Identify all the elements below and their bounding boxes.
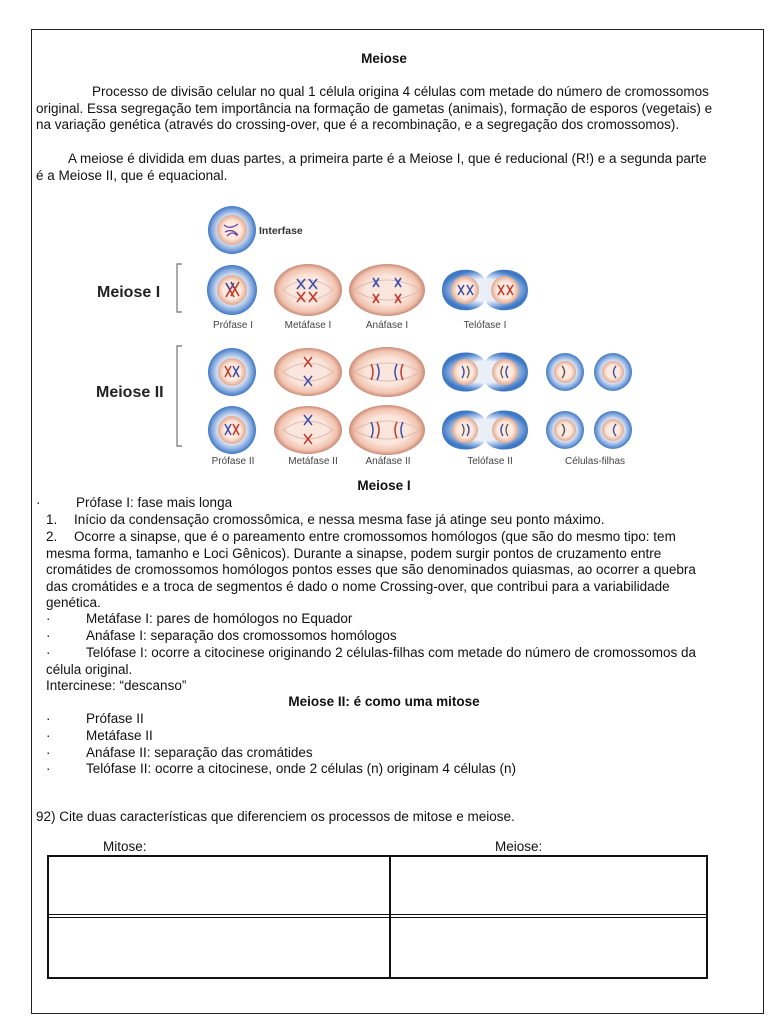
daughter-cells-bottom [546,411,632,449]
list-item: · Anáfase II: separação das cromátides [46,745,313,760]
list-item: · Telófase I: ocorre a citocinese originando 2 células-filhas com metade do número de cromossomos da célula original. [46,645,697,677]
caption-metafase1: Metáfase I [284,320,332,331]
telofase2-cell-bottom [442,411,528,450]
caption-profase1: Prófase I [212,320,254,331]
caption-telofase2: Telófase II [467,456,513,467]
list-item: · Prófase I: fase mais longa [36,495,233,510]
meiose2-label: Meiose II [96,384,164,401]
interfase-label: Interfase [259,225,303,237]
second-paragraph: A meiose é dividida em duas partes, a primeira parte é a Meiose I, que é reducional (R!) e a segunda parte é a Meiose II, que é equacional. [36,151,707,183]
list-item: · Anáfase I: separação dos cromossomos homólogos [46,628,397,643]
question-text: 92) Cite duas características que diferenciem os processos de mitose e meiose. [36,809,515,824]
answer-cell-meiose-2[interactable] [391,918,706,977]
meiose2-bracket [177,346,182,446]
profase2-cell-top [208,348,256,396]
telofase2-cell-top [442,353,528,392]
caption-metafase2: Metáfase II [288,456,338,467]
anafase1-cell [349,264,425,316]
mitose-column-label: Mitose: [103,839,147,854]
caption-telofase1: Telófase I [463,320,507,331]
meiose1-heading: Meiose I [357,478,411,493]
anafase2-cell-top [349,347,425,397]
metafase2-cell-top [274,348,342,396]
intercinese-text: Intercinese: “descanso” [46,678,187,693]
profase1-cell [207,265,257,315]
interfase-cell [208,206,256,254]
page-title: Meiose [361,51,407,66]
meiose1-label: Meiose I [97,284,161,301]
caption-anafase2: Anáfase II [365,456,411,467]
profase2-cell-bottom [208,406,256,454]
answer-cell-mitose-2[interactable] [49,918,389,977]
daughter-cells-top [546,353,632,391]
meiose1-bracket [177,264,182,312]
meiosis-diagram [85,200,665,476]
list-item: 2. Ocorre a sinapse, que é o pareamento entre cromossomos homólogos (que são do mesmo tipo: tem mesma forma, tamanho e Loci Gênicos). Durante a sinapse, podem surgir pontos de cruzamento entre cromátides de cromossomos homólogos pontos esses que são denominados quiasmas, ao ocorrer a quebra das cromátides e a troca de segmentos é dado o nome Crossing-over, que contribui para a variabilidade genética. [46,529,696,611]
anafase2-cell-bottom [349,405,425,455]
list-item: · Prófase II [46,711,144,726]
caption-celulas-filhas: Células-filhas [564,456,626,467]
answer-table [47,855,708,979]
answer-cell-mitose-1[interactable] [49,857,389,914]
meiose2-heading: Meiose II: é como uma mitose [288,694,480,709]
metafase1-cell [274,264,342,316]
list-item: · Metáfase II [46,728,153,743]
caption-profase2: Prófase II [211,456,255,467]
intro-paragraph: Processo de divisão celular no qual 1 célula origina 4 células com metade do número de cromossomos original. Essa segregação tem importância na formação de gametas (animais), formação de esporos (vegetais) e na variação genética (através do crossing-over, que é a recombinação, e a segregação dos cromossomos). [36,84,713,133]
caption-anafase1: Anáfase I [365,320,409,331]
list-item: 1. Início da condensação cromossômica, e nessa mesma fase já atinge seu ponto máximo. [46,512,605,527]
list-item: · Metáfase I: pares de homólogos no Equador [46,611,353,626]
meiose-column-label: Meiose: [495,839,543,854]
answer-cell-meiose-1[interactable] [391,857,706,914]
list-item: · Telófase II: ocorre a citocinese, onde 2 células (n) originam 4 células (n) [46,761,516,776]
metafase2-cell-bottom [274,406,342,454]
telofase1-cell [442,270,528,310]
